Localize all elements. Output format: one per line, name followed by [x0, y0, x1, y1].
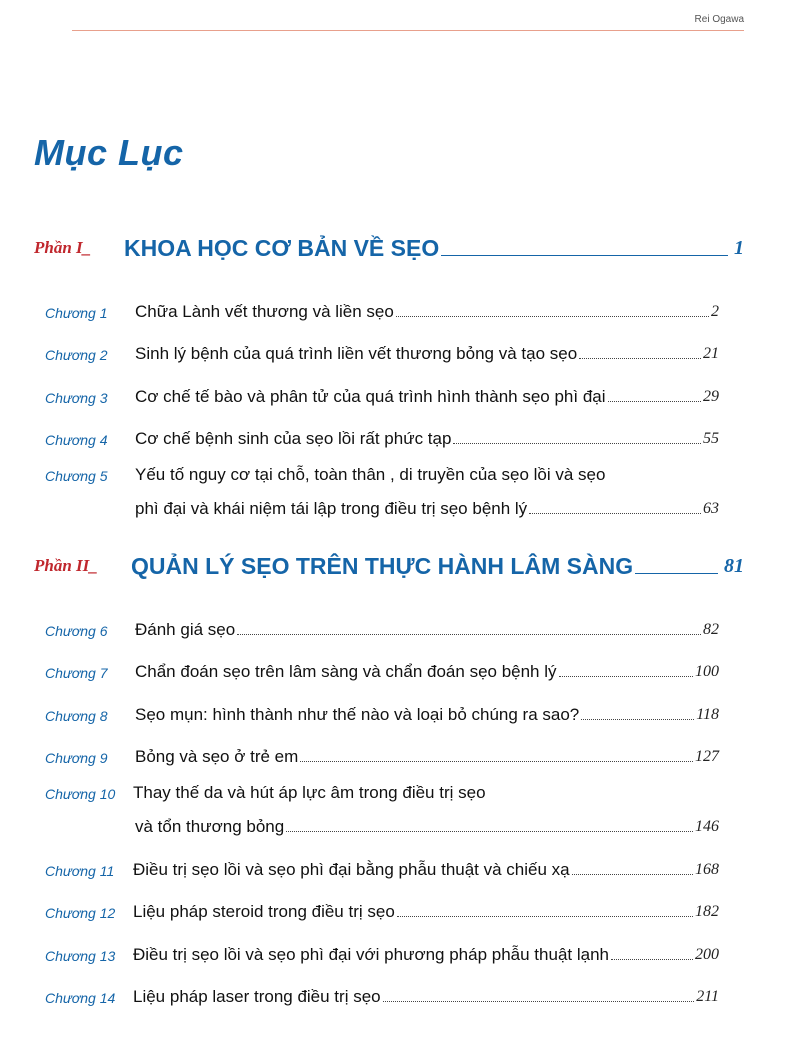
chapter-title: Chẩn đoán sẹo trên lâm sàng và chẩn đoán sẹo bệnh lý [135, 662, 557, 681]
part-page: 81 [724, 555, 744, 577]
leader-dots [237, 634, 701, 635]
part-page: 1 [734, 237, 744, 259]
part-title: QUẢN LÝ SẸO TRÊN THỰC HÀNH LÂM SÀNG [131, 553, 634, 579]
leader-dots [396, 316, 709, 317]
chapter-label: Chương 6 [45, 623, 108, 639]
chapter-14[interactable] [45, 981, 719, 1009]
part-label: Phần II_ [34, 556, 98, 575]
chapter-label: Chương 4 [45, 432, 108, 448]
leader-dots [608, 401, 701, 402]
leader-dots [581, 719, 694, 720]
leader-line [441, 255, 728, 256]
chapter-title: Cơ chế bệnh sinh của sẹo lồi rất phức tạp [135, 429, 452, 448]
chapter-1[interactable] [45, 296, 719, 324]
chapter-11[interactable] [45, 854, 719, 882]
chapter-page: 182 [695, 903, 719, 920]
chapter-13[interactable] [45, 939, 719, 967]
chapter-label: Chương 11 [45, 863, 115, 879]
leader-dots [611, 959, 693, 960]
leader-dots [529, 513, 701, 514]
chapter-title: Cơ chế tế bào và phân tử của quá trình hình thành sẹo phì đại [135, 387, 606, 406]
chapter-title: Liệu pháp laser trong điều trị sẹo [133, 987, 381, 1006]
leader-dots [300, 761, 693, 762]
chapter-label: Chương 12 [45, 905, 116, 921]
chapter-title: Điều trị sẹo lồi và sẹo phì đại với phương pháp phẫu thuật lạnh [133, 945, 609, 964]
chapter-title-line2: và tổn thương bỏng [135, 817, 285, 836]
part-label: Phần I_ [34, 238, 92, 257]
chapter-label: Chương 9 [45, 750, 108, 766]
leader-dots [383, 1001, 695, 1002]
page-title: Mục Lục [34, 132, 184, 173]
chapter-title: Bỏng và sẹo ở trẻ em [135, 747, 299, 766]
leader-dots [397, 916, 693, 917]
part-title: KHOA HỌC CƠ BẢN VỀ SẸO [124, 235, 440, 261]
chapter-page: 63 [703, 500, 719, 517]
header-rule [72, 30, 744, 31]
chapter-label: Chương 2 [45, 347, 108, 363]
leader-dots [453, 443, 701, 444]
chapter-page: 21 [703, 345, 719, 362]
part-2[interactable] [34, 546, 744, 580]
chapter-title: Thay thế da và hút áp lực âm trong điều trị sẹo [133, 783, 486, 802]
chapter-7[interactable] [45, 656, 719, 684]
chapter-label: Chương 3 [45, 390, 108, 406]
chapter-page: 211 [696, 988, 719, 1005]
chapter-title: Liệu pháp steroid trong điều trị sẹo [133, 902, 395, 921]
chapter-6[interactable] [45, 614, 719, 642]
chapter-9[interactable] [45, 741, 719, 769]
leader-dots [559, 676, 693, 677]
chapter-title: Đánh giá sẹo [135, 620, 236, 639]
chapter-label: Chương 1 [45, 305, 108, 321]
chapter-page: 200 [695, 946, 719, 963]
chapter-5[interactable] [45, 459, 719, 521]
chapter-page: 100 [695, 663, 719, 680]
chapter-page: 2 [711, 303, 719, 320]
leader-dots [579, 358, 701, 359]
chapter-title: Sinh lý bệnh của quá trình liền vết thương bỏng và tạo sẹo [135, 344, 578, 363]
part-1[interactable] [34, 228, 744, 262]
chapter-page: 29 [703, 388, 719, 405]
chapter-title: Sẹo mụn: hình thành như thế nào và loại bỏ chúng ra sao? [135, 705, 580, 724]
leader-dots [286, 831, 693, 832]
chapter-page: 168 [695, 861, 719, 878]
chapter-label: Chương 10 [45, 786, 116, 802]
chapter-label: Chương 14 [45, 990, 116, 1006]
chapter-8[interactable] [45, 699, 719, 727]
chapter-title: Chữa Lành vết thương và liền sẹo [135, 302, 394, 321]
chapter-4[interactable] [45, 423, 719, 451]
chapter-label: Chương 13 [45, 948, 116, 964]
leader-dots [572, 874, 693, 875]
chapter-page: 82 [703, 621, 719, 638]
header-author: Rei Ogawa [694, 14, 744, 25]
chapter-3[interactable] [45, 381, 719, 409]
chapter-label: Chương 5 [45, 468, 108, 484]
chapter-12[interactable] [45, 896, 719, 924]
chapter-page: 127 [695, 748, 719, 765]
chapter-title: Điều trị sẹo lồi và sẹo phì đại bằng phẫu thuật và chiếu xạ [133, 860, 570, 879]
chapter-10[interactable] [45, 777, 719, 839]
chapter-label: Chương 8 [45, 708, 108, 724]
chapter-title: Yếu tố nguy cơ tại chỗ, toàn thân , di truyền của sẹo lồi và sẹo [135, 465, 606, 484]
chapter-page: 55 [703, 430, 719, 447]
chapter-label: Chương 7 [45, 665, 108, 681]
chapter-page: 146 [695, 818, 719, 835]
leader-line [635, 573, 718, 574]
chapter-2[interactable] [45, 338, 719, 366]
chapter-title-line2: phì đại và khái niệm tái lập trong điều trị sẹo bệnh lý [135, 499, 528, 518]
chapter-page: 118 [696, 706, 719, 723]
